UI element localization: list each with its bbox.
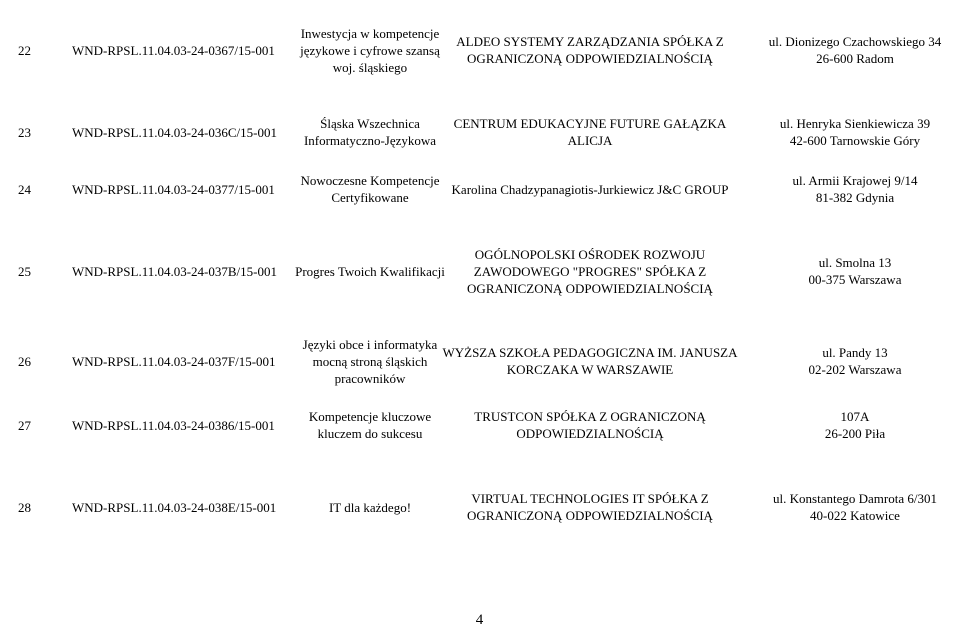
beneficiary-name: ALDEO SYSTEMY ZARZĄDZANIA SPÓŁKA Z OGRANICZONĄ ODPOWIEDZIALNOŚCIĄ	[456, 34, 724, 66]
row-number: 24	[18, 181, 31, 197]
beneficiary-address: 107A 26-200 Piła	[824, 409, 886, 441]
beneficiary-name: WYŻSZA SZKOŁA PEDAGOGICZNA IM. JANUSZA KORCZAKA W WARSZAWIE	[442, 345, 738, 377]
beneficiary-address: ul. Smolna 13 00-375 Warszawa	[808, 255, 902, 287]
project-title: Progres Twoich Kwalifikacji	[295, 263, 445, 279]
application-code: WND-RPSL.11.04.03-24-0377/15-001	[72, 181, 275, 197]
beneficiary-address: ul. Henryka Sienkiewicza 39 42-600 Tarnowskie Góry	[779, 116, 931, 148]
project-title: Kompetencje kluczowe kluczem do sukcesu	[308, 409, 432, 441]
row-number: 28	[18, 499, 31, 515]
application-code: WND-RPSL.11.04.03-24-038E/15-001	[72, 499, 277, 515]
project-title: IT dla każdego!	[328, 499, 412, 515]
table-row	[0, 168, 959, 210]
row-number: 22	[18, 42, 31, 58]
row-number: 26	[18, 353, 31, 369]
table-row	[0, 334, 959, 388]
application-code: WND-RPSL.11.04.03-24-036C/15-001	[72, 124, 277, 140]
beneficiary-name: TRUSTCON SPÓŁKA Z OGRANICZONĄ ODPOWIEDZIALNOŚCIĄ	[474, 409, 706, 441]
table-row	[0, 244, 959, 298]
table-row	[0, 110, 959, 154]
table-row	[0, 486, 959, 528]
beneficiary-name: OGÓLNOPOLSKI OŚRODEK ROZWOJU ZAWODOWEGO "PROGRES" SPÓŁKA Z OGRANICZONĄ ODPOWIEDZIALNOŚCIĄ	[467, 246, 713, 296]
beneficiary-name: CENTRUM EDUKACYJNE FUTURE GAŁĄZKA ALICJA	[453, 116, 727, 148]
application-code: WND-RPSL.11.04.03-24-037F/15-001	[72, 353, 276, 369]
table-row	[0, 22, 959, 78]
application-code: WND-RPSL.11.04.03-24-0367/15-001	[72, 42, 275, 58]
table-row	[0, 404, 959, 446]
application-code: WND-RPSL.11.04.03-24-037B/15-001	[72, 263, 277, 279]
row-number: 25	[18, 263, 31, 279]
application-code: WND-RPSL.11.04.03-24-0386/15-001	[72, 417, 275, 433]
project-title: Nowoczesne Kompetencje Certyfikowane	[300, 173, 440, 205]
row-number: 23	[18, 124, 31, 140]
project-title: Języki obce i informatyka mocną stroną śląskich pracowników	[302, 336, 438, 386]
beneficiary-name: VIRTUAL TECHNOLOGIES IT SPÓŁKA Z OGRANICZONĄ ODPOWIEDZIALNOŚCIĄ	[467, 491, 713, 523]
project-title: Śląska Wszechnica Informatyczno-Językowa	[303, 116, 437, 148]
beneficiary-name: Karolina Chadzypanagiotis-Jurkiewicz J&C GROUP	[451, 181, 729, 197]
project-title: Inwestycja w kompetencje językowe i cyfrowe szansą woj. śląskiego	[300, 25, 440, 75]
row-number: 27	[18, 417, 31, 433]
beneficiary-address: ul. Dionizego Czachowskiego 34 26-600 Radom	[768, 34, 942, 66]
beneficiary-address: ul. Armii Krajowej 9/14 81-382 Gdynia	[792, 173, 918, 205]
beneficiary-address: ul. Konstantego Damrota 6/301 40-022 Katowice	[773, 491, 937, 523]
page-number: 4	[475, 612, 484, 628]
beneficiary-address: ul. Pandy 13 02-202 Warszawa	[808, 345, 902, 377]
